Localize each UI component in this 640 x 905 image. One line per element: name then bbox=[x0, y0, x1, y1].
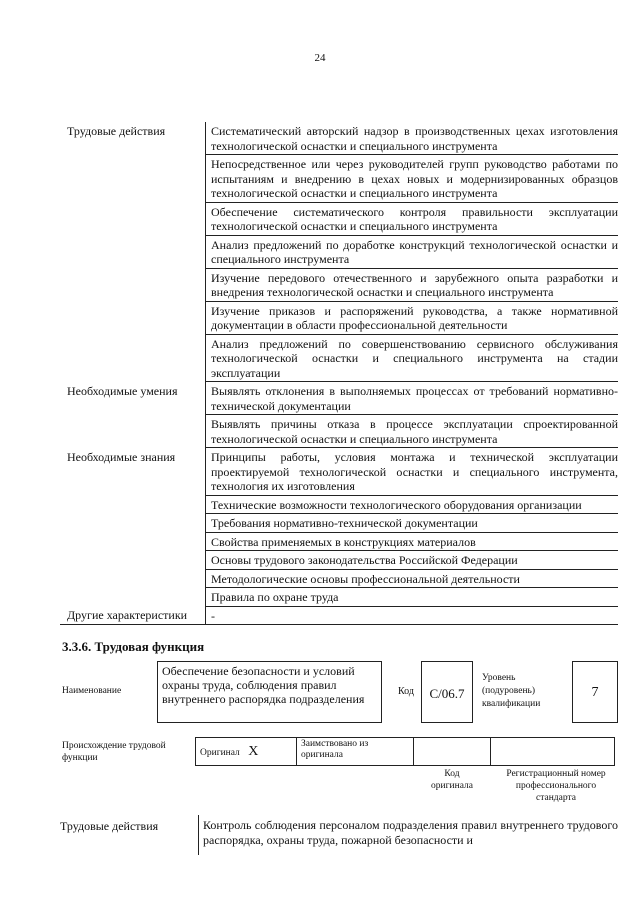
reg-caption-line-3: стандарта bbox=[536, 793, 576, 803]
original-label: Оригинал bbox=[200, 747, 240, 758]
name-label: Наименование bbox=[62, 686, 122, 696]
code-box: C/06.7 bbox=[421, 661, 473, 723]
borrowed-label-line-2: оригинала bbox=[301, 750, 343, 760]
bottom-column-divider bbox=[198, 815, 199, 855]
requirement-item: Изучение приказов и распоряжений руководства, а также нормативной документации в области профессиональной деятельности bbox=[206, 301, 619, 334]
origin-label-line-1: Происхождение трудовой bbox=[62, 741, 166, 751]
requirement-row bbox=[60, 122, 618, 155]
reg-caption-line-2: профессионального bbox=[515, 781, 597, 791]
bottom-labor-actions-text: Контроль соблюдения персоналом подразделения правил внутреннего трудового распорядка, охраны труда, пожарной безопасности и bbox=[203, 818, 618, 847]
origin-label-line-2: функции bbox=[62, 753, 98, 763]
level-label-line-3: квалификации bbox=[482, 699, 541, 709]
level-label-line-2: (подуровень) bbox=[482, 686, 536, 696]
bottom-labor-actions-label: Трудовые действия bbox=[60, 819, 159, 833]
original-code-caption bbox=[420, 768, 484, 792]
reg-caption-line-1: Регистрационный номер bbox=[506, 769, 606, 779]
original-code-caption-line-2: оригинала bbox=[431, 781, 473, 791]
requirement-item: - bbox=[206, 606, 619, 625]
requirement-row bbox=[60, 606, 618, 625]
requirement-item: Систематический авторский надзор в производственных цехах изготовления технологической оснастки и специального инструмента bbox=[206, 122, 619, 155]
registration-number-caption bbox=[494, 768, 618, 804]
level-label-line-1: Уровень bbox=[482, 673, 516, 683]
requirement-category-label bbox=[60, 448, 206, 607]
borrowed-label-line-1: Заимствовано из bbox=[301, 739, 369, 749]
requirement-category-label bbox=[60, 122, 206, 382]
requirement-item: Анализ предложений по совершенствованию сервисного обслуживания технологической оснастки и специального инструмента на стадии эксплуатации bbox=[206, 334, 619, 382]
origin-label bbox=[62, 740, 166, 764]
requirement-item: Принципы работы, условия монтажа и технической эксплуатации проектируемой технологической оснастки и специального инструмента, технология их изготовления bbox=[206, 448, 619, 496]
original-cell bbox=[196, 738, 297, 766]
requirement-row bbox=[60, 448, 618, 496]
requirement-item: Выявлять причины отказа в процессе эксплуатации спроектированной технологической оснастки и специального инструмента bbox=[206, 415, 619, 448]
page-number: 24 bbox=[314, 52, 326, 64]
requirement-item: Требования нормативно-технической документации bbox=[206, 514, 619, 533]
requirement-category-label bbox=[60, 382, 206, 448]
requirement-item: Основы трудового законодательства Российской Федерации bbox=[206, 551, 619, 570]
requirement-row bbox=[60, 382, 618, 415]
requirement-item: Непосредственное или через руководителей групп руководство работами по испытаниям и внедрению в цехах новых и модернизированных образцов технологической оснастки и специального инструмента bbox=[206, 155, 619, 203]
requirement-category-label bbox=[60, 606, 206, 625]
requirement-item: Методологические основы профессиональной деятельности bbox=[206, 569, 619, 588]
requirement-category-text: Необходимые умения bbox=[67, 383, 178, 398]
original-code-caption-line-1: Код bbox=[444, 769, 460, 779]
original-code-cell bbox=[414, 738, 491, 766]
origin-table bbox=[195, 737, 615, 766]
requirement-category-text: Трудовые действия bbox=[67, 124, 166, 138]
section-title: 3.3.6. Трудовая функция bbox=[62, 639, 205, 654]
requirement-item: Анализ предложений по доработке конструкций технологической оснастки и специального инструмента bbox=[206, 235, 619, 268]
requirement-item: Правила по охране труда bbox=[206, 588, 619, 607]
requirement-item: Обеспечение систематического контроля правильности эксплуатации технологической оснастки и специального инструмента bbox=[206, 202, 619, 235]
requirements-table bbox=[60, 122, 618, 625]
requirement-item: Выявлять отклонения в выполняемых процессах от требований нормативно-технической документации bbox=[206, 382, 619, 415]
qualification-level-box: 7 bbox=[572, 661, 618, 723]
requirement-category-text: Необходимые знания bbox=[67, 449, 176, 464]
registration-number-cell bbox=[491, 738, 615, 766]
function-name-box: Обеспечение безопасности и условий охраны труда, соблюдения правил внутреннего распорядка подразделения bbox=[157, 661, 382, 723]
code-label: Код bbox=[398, 686, 414, 697]
qualification-level-label bbox=[482, 672, 540, 711]
requirement-category-text: Другие характеристики bbox=[67, 608, 188, 622]
requirement-item: Свойства применяемых в конструкциях материалов bbox=[206, 532, 619, 551]
requirement-item: Технические возможности технологического оборудования организации bbox=[206, 495, 619, 514]
requirement-item: Изучение передового отечественного и зарубежного опыта разработки и внедрения технологической оснастки и специального инструмента bbox=[206, 268, 619, 301]
borrowed-cell bbox=[297, 738, 414, 766]
original-mark: X bbox=[248, 743, 259, 759]
